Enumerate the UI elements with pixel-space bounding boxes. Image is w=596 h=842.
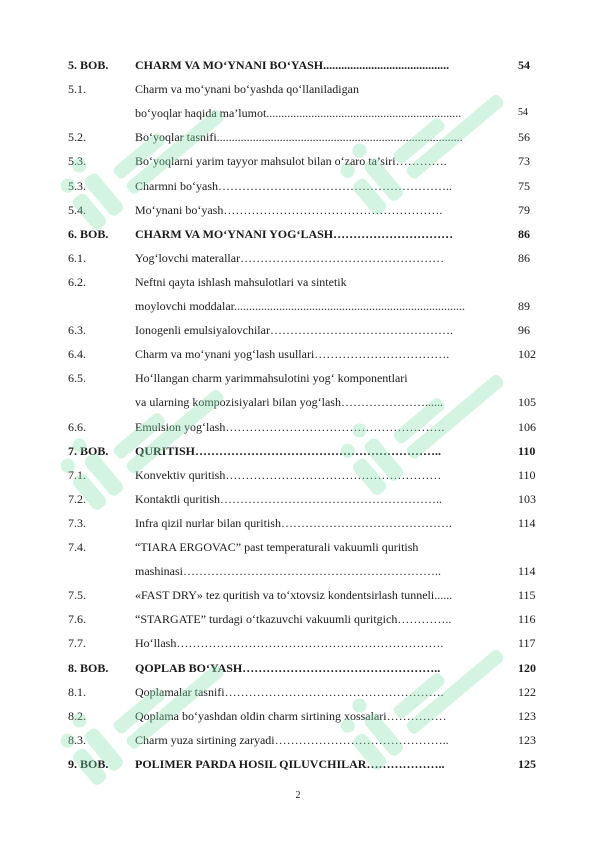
- section-number: 6. BOB.: [68, 226, 109, 241]
- page-ref: 110: [518, 467, 536, 482]
- section-title: Ionogenli emulsiyalovchilar……………………………………….: [135, 323, 453, 338]
- section-number: 6.5.: [68, 371, 86, 386]
- toc-row: [0, 320, 596, 340]
- page-ref: 116: [518, 612, 536, 627]
- section-title: Charm va mo‘ynani yog‘lash usullari…………………………….: [135, 347, 450, 362]
- section-title: Charm va mo‘ynani bo‘yashda qo‘llaniladigan: [135, 82, 359, 97]
- page-ref: 96: [518, 323, 530, 338]
- toc-row: [0, 537, 596, 557]
- page-number: 2: [295, 790, 301, 801]
- section-number: 6.1.: [68, 250, 86, 265]
- toc-row: [0, 682, 596, 702]
- toc-row: [0, 127, 596, 147]
- toc-row: [0, 248, 596, 268]
- section-title: «FAST DRY» tez quritish va to‘xtovsiz kondentsirlash tunneli......: [135, 588, 453, 603]
- page-ref: 54: [518, 107, 528, 119]
- toc-row: [0, 200, 596, 220]
- section-title: Neftni qayta ishlash mahsulotlari va sintetik: [135, 274, 347, 289]
- section-title: moylovchi moddalar.............................................................................: [135, 299, 465, 313]
- page-ref: 120: [518, 660, 536, 675]
- section-number: 5.1.: [68, 82, 86, 97]
- section-title: Konvektiv quritish………………………………………………: [135, 467, 442, 482]
- toc-row: [0, 561, 596, 581]
- section-title: Charm yuza sirtining zaryadi……………………………………..: [135, 732, 449, 747]
- page-ref: 123: [518, 732, 536, 747]
- section-title: “STARGATE” turdagi o‘tkazuvchi vakuumli quritgich…………..: [135, 612, 452, 627]
- page-ref: 125: [518, 756, 536, 771]
- section-title: Charmni bo‘yash…………………………………………………..: [135, 178, 452, 193]
- page-ref: 103: [518, 491, 536, 506]
- section-title: Bo‘yoqlar tasnifi..................................................................................: [135, 130, 463, 145]
- toc-row: [0, 392, 596, 412]
- page-ref: 106: [518, 419, 536, 434]
- section-number: 6.6.: [68, 419, 86, 434]
- page-ref: 86: [518, 226, 530, 241]
- section-number: 5.3.: [68, 178, 86, 193]
- section-number: 7.5.: [68, 588, 86, 603]
- page-ref: 123: [518, 708, 536, 723]
- section-number: 6.4.: [68, 347, 86, 362]
- section-number: 7.4.: [68, 540, 86, 554]
- toc-row: [0, 79, 596, 99]
- toc-row: [0, 344, 596, 364]
- section-title: CHARM VA MO‘YNANI YOG‘LASH…………………………: [135, 226, 454, 241]
- section-number: 8.3.: [68, 732, 86, 747]
- toc-row: [0, 151, 596, 171]
- section-title: QOPLAB BO‘YASH…………………………………………..: [135, 660, 441, 675]
- page-ref: 122: [518, 684, 536, 699]
- section-title: mashinasi………………………………………………………..: [135, 564, 441, 579]
- section-title: CHARM VA MO‘YNANI BO‘YASH..........................................: [135, 58, 450, 72]
- toc-row: [0, 633, 596, 653]
- section-number: 9. BOB.: [68, 756, 109, 771]
- page-ref: 102: [518, 347, 536, 362]
- section-title: “TIARA ERGOVAC” past temperaturali vakuumli quritish: [135, 540, 419, 554]
- section-number: 6.2.: [68, 274, 86, 289]
- page-ref: 114: [518, 515, 536, 530]
- page-ref: 73: [518, 154, 530, 169]
- section-number: 7.2.: [68, 491, 86, 506]
- toc-row: [0, 441, 596, 461]
- toc-row: [0, 706, 596, 726]
- page-ref: 115: [518, 588, 536, 603]
- section-title: Mo‘ynani bo‘yash……………………………………………….: [135, 202, 443, 217]
- section-number: 5.3.: [68, 154, 86, 169]
- toc-row: [0, 55, 596, 75]
- section-number: 7. BOB.: [68, 443, 109, 458]
- section-title: Kontaktli quritish………………………………………………..: [135, 491, 442, 506]
- toc-row: [0, 609, 596, 629]
- section-title: Qoplamalar tasnifi……………………………………………….: [135, 684, 444, 699]
- section-number: 5.4.: [68, 202, 86, 217]
- toc-row: [0, 465, 596, 485]
- page-ref: 117: [518, 636, 536, 651]
- toc-row: [0, 730, 596, 750]
- toc-row: [0, 489, 596, 509]
- section-number: 8. BOB.: [68, 660, 109, 675]
- toc-row: [0, 272, 596, 292]
- page-ref: 110: [518, 443, 536, 458]
- page-ref: 75: [518, 178, 530, 193]
- section-number: 5. BOB.: [68, 58, 109, 72]
- page-ref: 89: [518, 299, 530, 313]
- section-number: 7.6.: [68, 612, 86, 627]
- section-title: QURITISH……………………………………………………..: [135, 443, 442, 458]
- toc-row: [0, 658, 596, 678]
- section-number: 8.1.: [68, 684, 86, 699]
- toc-row: [0, 368, 596, 388]
- page-ref: 79: [518, 202, 530, 217]
- section-number: 7.7.: [68, 636, 86, 651]
- section-title: Emulsion yog‘lash……………………………………………….: [135, 419, 445, 434]
- toc-row: [0, 513, 596, 533]
- toc-row: [0, 103, 596, 123]
- toc-row: [0, 176, 596, 196]
- section-title: Yog‘lovchi materallar……………………………………………: [135, 250, 445, 265]
- page-ref: 56: [518, 130, 530, 145]
- toc-row: [0, 417, 596, 437]
- section-title: Bo‘yoqlarni yarim tayyor mahsulot bilan o‘zaro ta’siri………….: [135, 154, 447, 169]
- section-number: 7.1.: [68, 467, 86, 482]
- page-ref: 86: [518, 250, 530, 265]
- section-number: 7.3.: [68, 515, 86, 530]
- toc-row: [0, 585, 596, 605]
- section-title: Ho‘llangan charm yarimmahsulotini yog‘ komponentlari: [135, 371, 408, 386]
- page-ref: 105: [518, 395, 536, 410]
- section-title: Infra qizil nurlar bilan quritish…………………………………….: [135, 515, 452, 530]
- section-number: 6.3.: [68, 323, 86, 338]
- section-title: va ularning kompozisiyalari bilan yog‘lash…………………......: [135, 395, 443, 410]
- toc-row: [0, 754, 596, 774]
- toc-row: [0, 224, 596, 244]
- section-title: bo‘yoqlar haqida ma’lumot.................................................................: [135, 106, 462, 121]
- toc-row: [0, 296, 596, 316]
- section-title: Ho‘llash………………………………………………………….: [135, 636, 444, 651]
- section-title: POLIMER PARDA HOSIL QILUVCHILAR………………..: [135, 756, 445, 771]
- section-number: 5.2.: [68, 130, 86, 145]
- page-ref: 114: [518, 564, 536, 579]
- section-title: Qoplama bo‘yashdan oldin charm sirtining xossalari……………: [135, 708, 447, 723]
- page-ref: 54: [518, 58, 530, 72]
- section-number: 8.2.: [68, 708, 86, 723]
